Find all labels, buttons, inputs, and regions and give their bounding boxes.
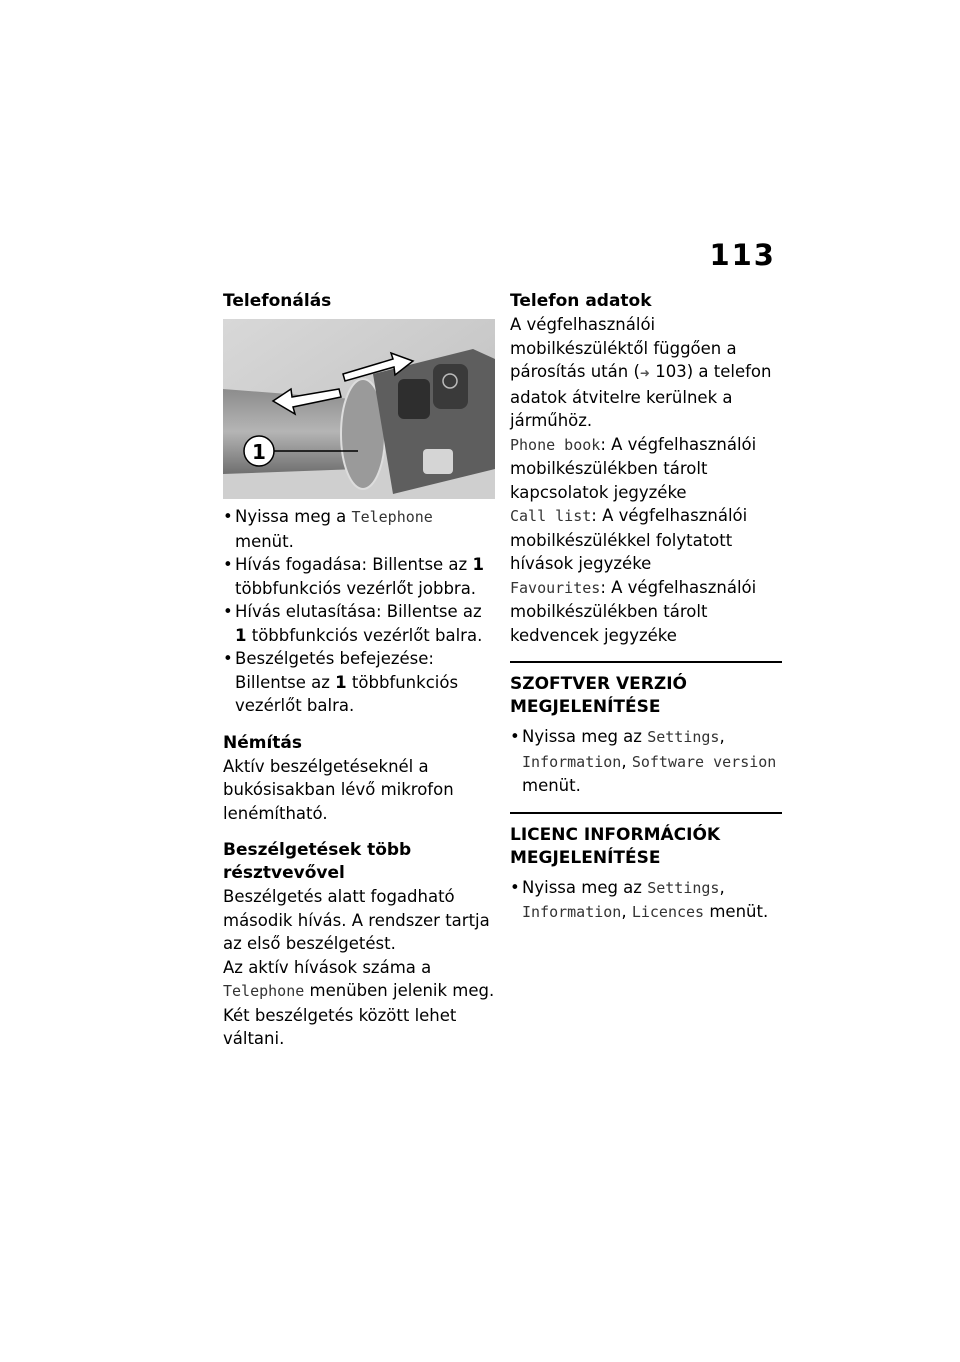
list-item: • Hívás fogadása: Billentse az 1 többfunkciós vezérlőt jobbra. xyxy=(223,553,495,600)
phone-data-item: Call list: A végfelhasználói mobilkészülékkel folytatott hívások jegyzéke xyxy=(510,506,748,573)
phone-data-item: Favourites: A végfelhasználói mobilkészülékben tárolt kedvencek jegyzéke xyxy=(510,577,757,645)
phone-data-item: Phone book: A végfelhasználói mobilkészülékben tárolt kapcsolatok jegyzéke xyxy=(510,434,757,502)
figure-callout-label: 1 xyxy=(252,440,266,464)
multiparty-paragraph-2: Az aktív hívások száma a Telephone menüben jelenik meg. Két beszélgetés között lehet váltani. xyxy=(223,957,495,1048)
multiparty-paragraph: Beszélgetés alatt fogadható második hívás. A rendszer tartja az első beszélgetést. xyxy=(223,887,490,953)
arrow-right-icon: ➜ xyxy=(639,366,650,380)
section-title-phone-data: Telefon adatok xyxy=(510,291,652,311)
list-item: • Hívás elutasítása: Billentse az 1 többfunkciós vezérlőt balra. xyxy=(223,600,495,647)
left-column xyxy=(223,290,495,1051)
software-version-bullet-list xyxy=(510,725,782,798)
section-divider xyxy=(510,661,782,663)
section-title-licence-info: LICENC INFORMÁCIÓK MEGJELENÍTÉSE xyxy=(510,824,721,868)
list-item: • Beszélgetés befejezése: Billentse az 1 többfunkciós vezérlőt balra. xyxy=(223,647,495,718)
section-title-mute: Némítás xyxy=(223,732,303,753)
right-column xyxy=(510,290,782,925)
licence-info-bullet-list xyxy=(510,876,782,925)
section-divider xyxy=(510,812,782,814)
list-item: • Nyissa meg az Settings, Information, Licences menüt. xyxy=(510,876,782,925)
section-title-telephony: Telefonálás xyxy=(223,291,332,311)
page-reference-link[interactable]: 103 xyxy=(655,362,687,381)
telephony-bullet-list xyxy=(223,505,495,718)
page-number: 113 xyxy=(709,238,776,272)
handlebar-control-figure xyxy=(223,319,495,499)
list-item: • Nyissa meg az Settings, Information, Software version menüt. xyxy=(510,725,782,798)
phone-data-paragraph: A végfelhasználói mobilkészüléktől függően a párosítás után (➜ 103) a telefon adatok átvitelre kerülnek a járműhöz. xyxy=(510,315,772,430)
handlebar-illustration xyxy=(223,319,495,499)
list-item: • Nyissa meg a Telephone menüt. xyxy=(223,505,495,553)
section-title-multiparty: Beszélgetések több résztvevővel xyxy=(223,840,412,883)
section-title-software-version: SZOFTVER VERZIÓ MEGJELENÍTÉSE xyxy=(510,674,687,717)
mute-paragraph: Aktív beszélgetéseknél a bukósisakban lévő mikrofon lenémítható. xyxy=(223,756,454,823)
